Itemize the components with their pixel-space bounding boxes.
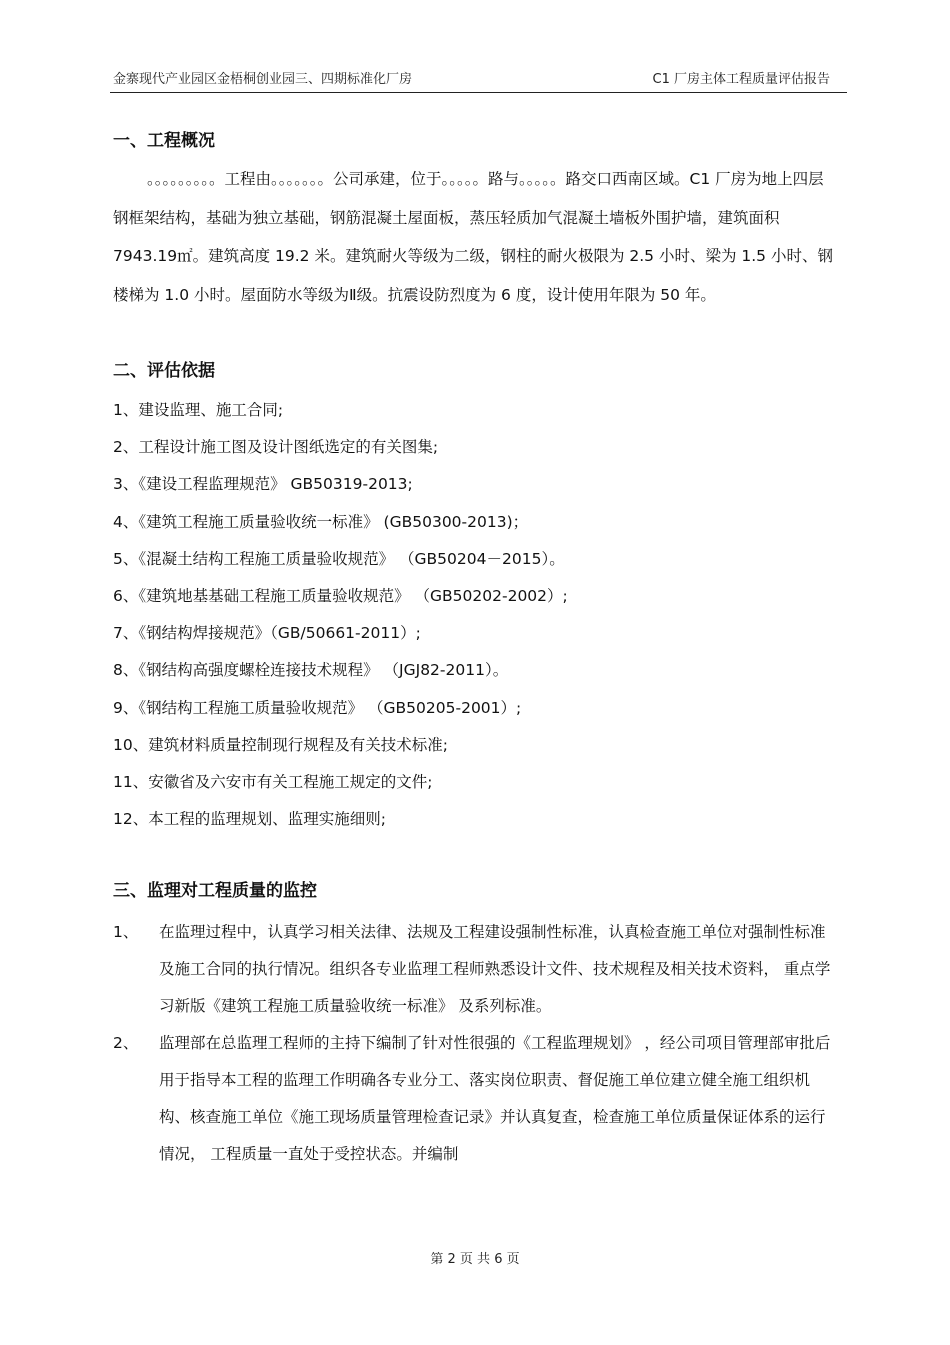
section1-paragraph: 。。。。。。。。。工程由。。。。。。。公司承建，位于。。。。。路与。。。。。路交口西南区域。C1 厂房为地上四层钢框架结构，基础为独立基础，钢筋混凝土屋面板，蒸压轻质加气混凝土墙板外围护墙，建筑面积 7943.19㎡。建筑高度 19.2 米。建筑耐火等级为二级，钢柱的耐火极限为 2.5 小时、梁为 1.5 小时、钢楼梯为 1.0 小时。屋面防水等级为Ⅱ级。抗震设防烈度为 6 度，设计使用年限为 50 年。: [113, 170, 833, 304]
paragraph-text: 在监理过程中，认真学习相关法律、法规及工程建设强制性标准，认真检查施工单位对强制性标准及施工合同的执行情况。组织各专业监理工程师熟悉设计文件、技术规程及相关技术资料， 重点学习新版《建筑工程施工质量验收统一标准》 及系列标准。: [159, 923, 831, 1016]
basis-list: [113, 392, 835, 838]
list-item: 8、《钢结构高强度螺栓连接技术规程》 （JGJ82-2011）。: [113, 661, 509, 680]
section3-title: 三、监理对工程质量的监控: [113, 881, 317, 902]
paragraph-number: 2、: [113, 1034, 139, 1053]
list-item: 7、《钢结构焊接规范》（GB/50661-2011）;: [113, 624, 421, 643]
list-item: 6、《建筑地基基础工程施工质量验收规范》 （GB50202-2002）;: [113, 587, 568, 606]
header-report-title: C1 厂房主体工程质量评估报告: [652, 72, 830, 87]
header-divider: [110, 92, 847, 93]
document-body: [113, 128, 835, 1173]
section1-title: 一、工程概况: [113, 131, 215, 151]
list-item: 11、安徽省及六安市有关工程施工规定的文件;: [113, 773, 433, 792]
numbered-paragraph: [113, 1025, 835, 1173]
paragraph-text: 监理部在总监理工程师的主持下编制了针对性很强的《工程监理规划》 ，经公司项目管理部审批后用于指导本工程的监理工作明确各专业分工、落实岗位职责、督促施工单位建立健全施工组织机构、核查施工单位《施工现场质量管理检查记录》并认真复查，检查施工单位质量保证体系的运行情况， 工程质量一直处于受控状态。并编制: [159, 1034, 831, 1164]
page-number: 第 2 页 共 6 页: [430, 1252, 520, 1267]
list-item: 2、工程设计施工图及设计图纸选定的有关图集;: [113, 438, 439, 457]
list-item: 12、本工程的监理规划、监理实施细则;: [113, 810, 386, 829]
list-item: 1、建设监理、施工合同;: [113, 401, 284, 419]
header-project-name: 金寨现代产业园区金梧桐创业园三、四期标准化厂房: [113, 72, 413, 87]
list-item: 10、建筑材料质量控制现行规程及有关技术标准;: [113, 735, 448, 754]
supervision-list: [113, 914, 835, 1173]
list-item: 9、《钢结构工程施工质量验收规范》 （GB50205-2001）;: [113, 698, 522, 717]
paragraph-number: 1、: [113, 923, 139, 942]
list-item: 5、《混凝土结构工程施工质量验收规范》 （GB50204－2015）。: [113, 549, 565, 568]
list-item: 4、《建筑工程施工质量验收统一标准》 (GB50300-2013)；: [113, 512, 529, 531]
list-item: 3、《建设工程监理规范》 GB50319-2013;: [113, 475, 413, 494]
numbered-paragraph: [113, 914, 835, 1025]
section2-title: 二、评估依据: [113, 361, 215, 381]
